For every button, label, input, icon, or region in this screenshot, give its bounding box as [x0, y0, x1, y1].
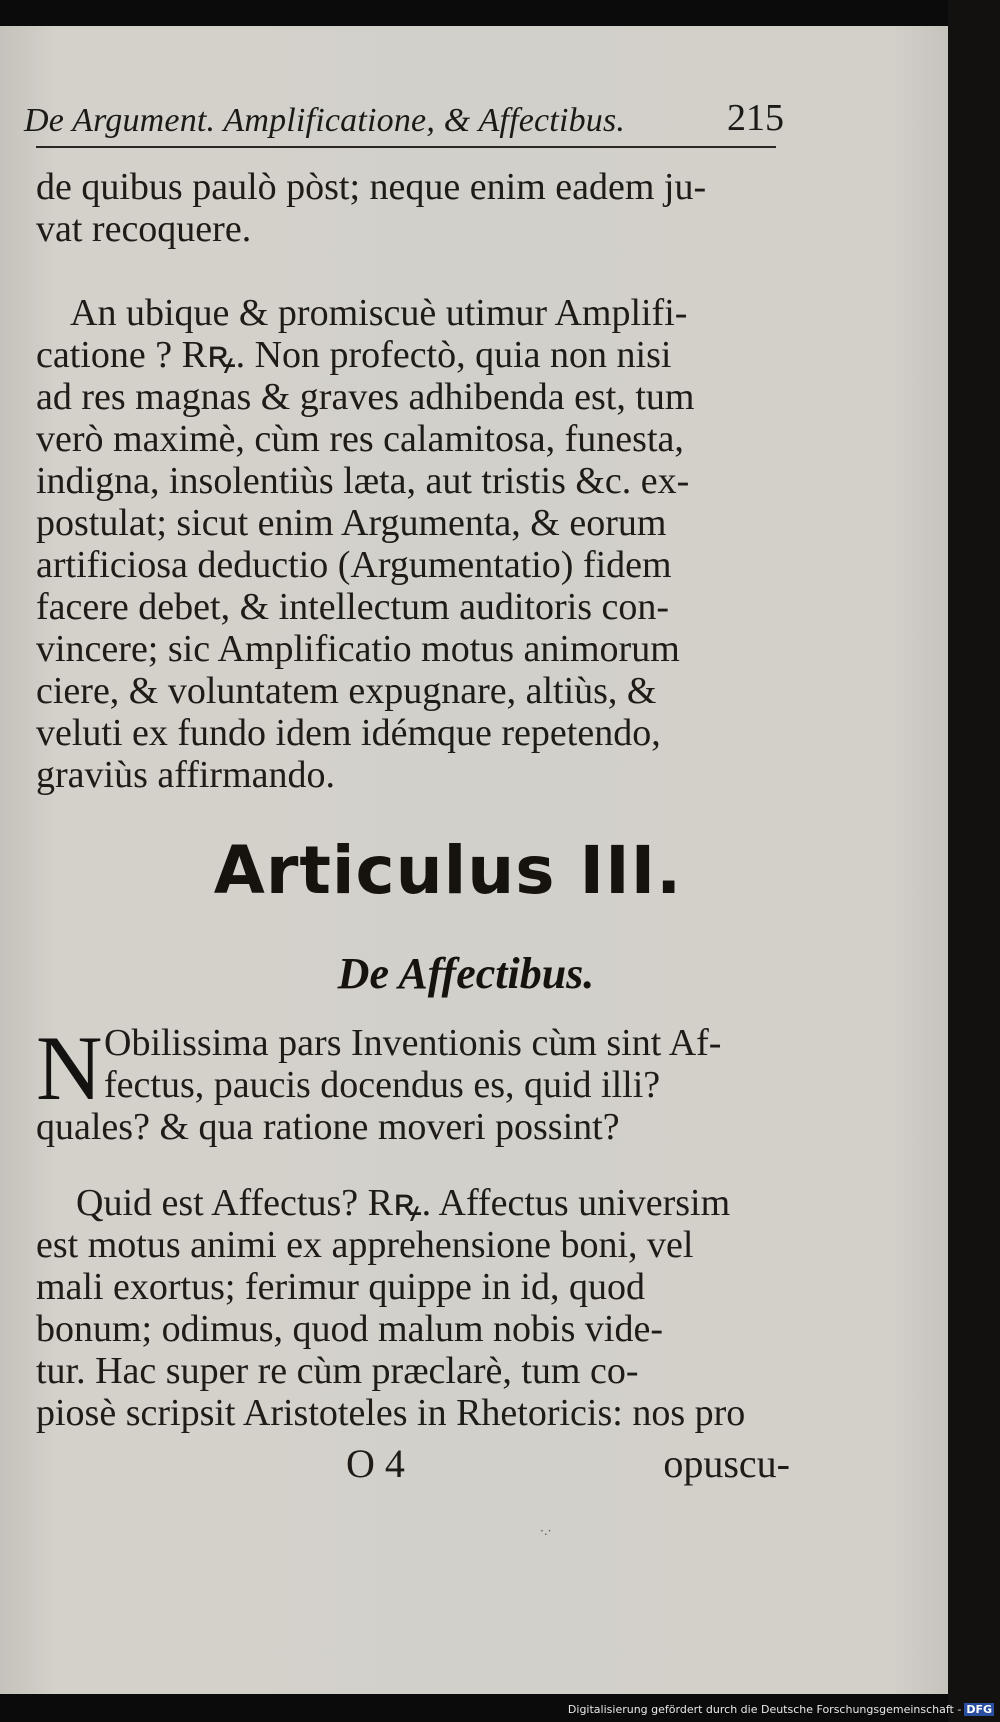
- paragraph-continuation: [36, 166, 790, 250]
- text-line: ad res magnas & graves adhibenda est, tum: [36, 376, 695, 418]
- paper-speck: ·.·: [540, 1524, 552, 1538]
- dfg-logo: DFG: [966, 1703, 992, 1716]
- text-line: vincere; sic Amplificatio motus animorum: [36, 628, 680, 670]
- catchword: opuscu-: [663, 1441, 790, 1486]
- text-line: verò maximè, cùm res calamitosa, funesta,: [36, 418, 684, 460]
- text-line: Quid est Affectus? Rꝶ. Affectus universim: [76, 1182, 731, 1224]
- text-line: An ubique & promiscuè utimur Amplifi-: [70, 292, 688, 334]
- text-line: artificiosa deductio (Argumentatio) fidem: [36, 544, 672, 586]
- text-line: ciere, & voluntatem expugnare, altiùs, &: [36, 670, 657, 712]
- text-line: postulat; sicut enim Argumenta, & eorum: [36, 502, 667, 544]
- text-line: tur. Hac super re cùm præclarè, tum co-: [36, 1350, 639, 1392]
- paragraph-affects-intro: [36, 1017, 790, 1148]
- text-line: catione ? Rꝶ. Non profectò, quia non nisi: [36, 334, 672, 376]
- paragraph-affect-definition: [36, 1182, 790, 1434]
- article-heading: Articulus III.: [213, 832, 683, 909]
- section-heading: De Affectibus.: [337, 949, 595, 998]
- drop-capital: N: [36, 1017, 103, 1119]
- text-line: piosè scripsit Aristoteles in Rhetoricis: nos pro: [36, 1392, 746, 1434]
- credit-text: Digitalisierung gefördert durch die Deutsche Forschungsgemeinschaft -: [567, 1703, 962, 1716]
- digitization-credit: [568, 1703, 994, 1716]
- text-line: Obilissima pars Inventionis cùm sint Af-: [104, 1022, 722, 1064]
- text-line: veluti ex fundo idem idémque repetendo,: [36, 712, 661, 754]
- page-number: 215: [727, 97, 784, 139]
- scan-border: [948, 0, 1000, 1722]
- text-line: quales? & qua ratione moveri possint?: [36, 1106, 620, 1148]
- text-line: bonum; odimus, quod malum nobis vide-: [36, 1308, 663, 1350]
- header-rule: [36, 146, 776, 148]
- text-line: graviùs affirmando.: [36, 754, 335, 796]
- text-line: est motus animi ex apprehensione boni, vel: [36, 1224, 694, 1266]
- paragraph-amplification: [36, 292, 790, 796]
- page-foot: [36, 1440, 790, 1500]
- text-line: vat recoquere.: [36, 208, 252, 250]
- signature-mark: O 4: [346, 1441, 405, 1486]
- running-head: [24, 84, 784, 144]
- running-head-title: De Argument. Amplificatione, & Affectibus.: [24, 102, 626, 139]
- text-line: facere debet, & intellectum auditoris con-: [36, 586, 670, 628]
- text-line: mali exortus; ferimur quippe in id, quod: [36, 1266, 645, 1308]
- text-line: de quibus paulò pòst; neque enim eadem ju-: [36, 166, 707, 208]
- text-line: indigna, insolentiùs læta, aut tristis &c. ex-: [36, 460, 690, 502]
- text-line: fectus, paucis docendus es, quid illi?: [104, 1064, 661, 1106]
